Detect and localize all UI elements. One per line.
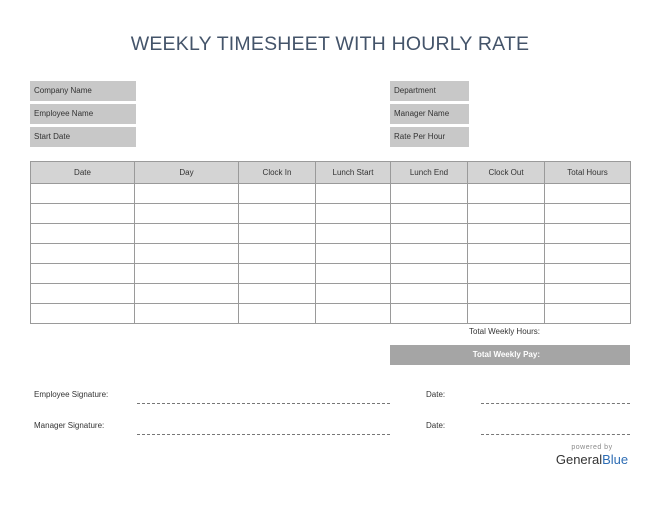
cell-clock-in[interactable]	[239, 244, 316, 264]
cell-lunch-end[interactable]	[391, 304, 468, 324]
rate-per-hour-label: Rate Per Hour	[390, 127, 469, 147]
cell-lunch-start[interactable]	[316, 264, 391, 284]
cell-day[interactable]	[135, 304, 239, 324]
cell-day[interactable]	[135, 184, 239, 204]
column-header-clock-out: Clock Out	[468, 162, 545, 184]
cell-lunch-start[interactable]	[316, 304, 391, 324]
brand-logo	[553, 444, 631, 467]
cell-total-hours[interactable]	[545, 224, 631, 244]
cell-lunch-end[interactable]	[391, 224, 468, 244]
cell-date[interactable]	[31, 304, 135, 324]
cell-clock-out[interactable]	[468, 184, 545, 204]
table-row	[31, 304, 631, 324]
cell-clock-in[interactable]	[239, 304, 316, 324]
brand-name-general: General	[555, 452, 603, 467]
cell-lunch-end[interactable]	[391, 244, 468, 264]
cell-clock-in[interactable]	[239, 264, 316, 284]
cell-day[interactable]	[135, 224, 239, 244]
cell-lunch-start[interactable]	[316, 244, 391, 264]
department-label: Department	[390, 81, 469, 101]
manager-name-label: Manager Name	[390, 104, 469, 124]
cell-clock-in[interactable]	[239, 204, 316, 224]
manager-date-label: Date:	[426, 421, 446, 430]
column-header-day: Day	[135, 162, 239, 184]
cell-clock-in[interactable]	[239, 224, 316, 244]
cell-total-hours[interactable]	[545, 264, 631, 284]
table-row	[31, 244, 631, 264]
cell-clock-out[interactable]	[468, 224, 545, 244]
company-name-field[interactable]	[136, 81, 336, 101]
cell-clock-out[interactable]	[468, 244, 545, 264]
cell-lunch-start[interactable]	[316, 184, 391, 204]
employee-name-field[interactable]	[136, 104, 336, 124]
company-name-label: Company Name	[30, 81, 136, 101]
table-row	[31, 284, 631, 304]
cell-clock-out[interactable]	[468, 204, 545, 224]
cell-clock-out[interactable]	[468, 284, 545, 304]
page-title: WEEKLY TIMESHEET WITH HOURLY RATE	[130, 33, 530, 55]
manager-name-field[interactable]	[469, 104, 630, 124]
cell-day[interactable]	[135, 284, 239, 304]
cell-lunch-end[interactable]	[391, 264, 468, 284]
manager-signature-label: Manager Signature:	[34, 421, 105, 430]
manager-date-line[interactable]	[481, 434, 630, 435]
cell-lunch-end[interactable]	[391, 204, 468, 224]
cell-clock-in[interactable]	[239, 284, 316, 304]
cell-total-hours[interactable]	[545, 284, 631, 304]
cell-day[interactable]	[135, 204, 239, 224]
cell-total-hours[interactable]	[545, 204, 631, 224]
cell-lunch-end[interactable]	[391, 184, 468, 204]
powered-by-text: powered by	[571, 444, 613, 451]
total-weekly-pay-label: Total Weekly Pay:	[472, 350, 540, 359]
department-field[interactable]	[469, 81, 630, 101]
timesheet-table	[30, 161, 631, 324]
employee-name-label: Employee Name	[30, 104, 136, 124]
cell-date[interactable]	[31, 184, 135, 204]
table-row	[31, 224, 631, 244]
table-row	[31, 264, 631, 284]
cell-date[interactable]	[31, 244, 135, 264]
cell-date[interactable]	[31, 204, 135, 224]
employee-signature-label: Employee Signature:	[34, 390, 109, 399]
cell-lunch-start[interactable]	[316, 224, 391, 244]
cell-lunch-start[interactable]	[316, 204, 391, 224]
column-header-lunch-end: Lunch End	[391, 162, 468, 184]
total-weekly-hours-label: Total Weekly Hours:	[469, 327, 540, 336]
table-header-row	[31, 162, 631, 184]
timesheet-body	[31, 184, 631, 324]
start-date-label: Start Date	[30, 127, 136, 147]
cell-lunch-start[interactable]	[316, 284, 391, 304]
column-header-clock-in: Clock In	[239, 162, 316, 184]
employee-date-line[interactable]	[481, 403, 630, 404]
table-row	[31, 204, 631, 224]
start-date-field[interactable]	[136, 127, 336, 147]
cell-total-hours[interactable]	[545, 304, 631, 324]
cell-clock-out[interactable]	[468, 264, 545, 284]
employee-date-label: Date:	[426, 390, 446, 399]
cell-total-hours[interactable]	[545, 184, 631, 204]
employee-signature-line[interactable]	[137, 403, 390, 404]
cell-lunch-end[interactable]	[391, 284, 468, 304]
cell-day[interactable]	[135, 244, 239, 264]
rate-per-hour-field[interactable]	[469, 127, 630, 147]
cell-date[interactable]	[31, 284, 135, 304]
cell-day[interactable]	[135, 264, 239, 284]
column-header-date: Date	[31, 162, 135, 184]
manager-signature-line[interactable]	[137, 434, 390, 435]
cell-clock-out[interactable]	[468, 304, 545, 324]
brand-name	[553, 452, 631, 467]
cell-date[interactable]	[31, 264, 135, 284]
table-row	[31, 184, 631, 204]
cell-total-hours[interactable]	[545, 244, 631, 264]
column-header-lunch-start: Lunch Start	[316, 162, 391, 184]
brand-name-blue: Blue	[602, 452, 629, 467]
cell-date[interactable]	[31, 224, 135, 244]
cell-clock-in[interactable]	[239, 184, 316, 204]
column-header-total-hours: Total Hours	[545, 162, 631, 184]
total-weekly-pay-bar	[390, 345, 630, 365]
